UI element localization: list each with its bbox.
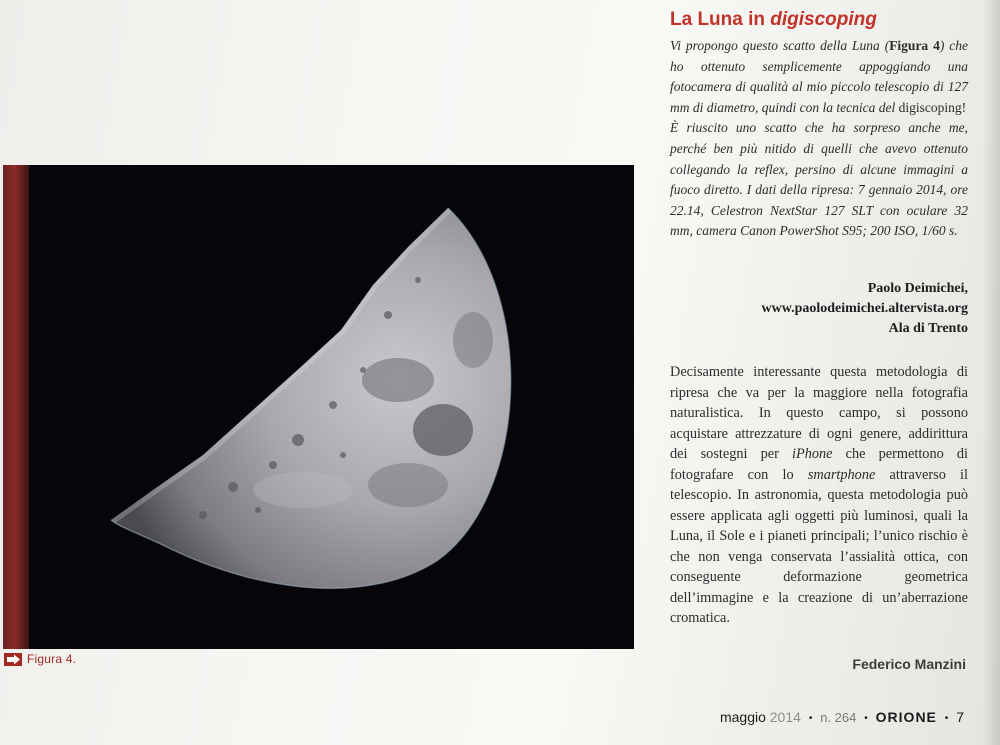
signature-website[interactable]: www.paolodeimichei.altervista.org xyxy=(761,301,968,316)
page-number: 7 xyxy=(956,709,964,725)
article-title xyxy=(670,9,877,31)
footer-issue: n. 264 xyxy=(820,710,857,725)
signature-name: Paolo Deimichei, xyxy=(867,281,968,296)
comment-text: che permettono di fotografare con lo xyxy=(670,446,969,483)
footer-year: 2014 xyxy=(769,709,801,725)
editor-comment xyxy=(670,362,968,629)
page-edge-shadow xyxy=(982,0,1000,745)
moon-image xyxy=(3,165,634,649)
caption-text: Figura 4. xyxy=(27,652,77,666)
title-plain: La Luna in xyxy=(670,9,771,30)
letter-text: Vi propongo questo scatto della Luna ( xyxy=(670,38,890,53)
letter-text: ) che ho ottenuto semplicemente appoggiando una fotocamera di qualità al mio piccolo telescopio di 127 mm di diametro, quindi con la tecnica del xyxy=(670,38,968,115)
arrow-icon xyxy=(4,653,22,666)
comment-text: attraverso il telescopio. In astronomia, questa metodologia può essere applicata agli oggetti più luminosi, quali la Luna, il Sole e i pianeti principali; l’unico rischio è che non venga conservata l’assialità ottica, con conseguente deformazione geometrica dell’immagine e la creazione di un’aberrazione cromatica. xyxy=(670,466,968,626)
moon-photo xyxy=(3,165,634,649)
footer-separator: • xyxy=(864,713,868,724)
digiscoping-term: digiscoping! xyxy=(898,99,967,115)
figure-reference: Figura 4 xyxy=(889,38,940,53)
title-italic: digiscoping xyxy=(770,9,877,30)
letter-paragraph-2: È riuscito uno scatto che ha sorpreso anche me, perché ben più nitido di quelli che avevo ottenuto collegando la reflex, persino di alcune immagini a fuoco diretto. I dati della ripresa: 7 gennaio 2014, ore 22.14, Celestron NextStar 127 SLT con oculare 32 mm, camera Canon PowerShot S95; 200 ISO, 1/60 s. xyxy=(670,120,968,239)
footer-separator: • xyxy=(944,713,949,724)
comment-text: Decisamente interessante questa metodologia di ripresa che va per la maggiore nella fotografia naturalistica. In questo campo, si possono acquistare attrezzature di ogni genere, addirittura dei sostegni per xyxy=(670,364,968,462)
page-footer xyxy=(720,709,964,725)
footer-month: maggio xyxy=(719,709,766,725)
reader-letter xyxy=(670,36,968,242)
magazine-name: ORIONE xyxy=(875,709,937,725)
footer-separator: • xyxy=(808,713,813,724)
comment-author: Federico Manzini xyxy=(852,656,966,672)
smartphone-term: smartphone xyxy=(807,466,876,483)
iphone-term: iPhone xyxy=(792,446,833,462)
letter-paragraph-1 xyxy=(670,36,968,118)
letter-signature xyxy=(762,279,968,339)
signature-location: Ala di Trento xyxy=(888,321,968,336)
figure-caption xyxy=(4,652,76,666)
moon xyxy=(111,208,511,588)
